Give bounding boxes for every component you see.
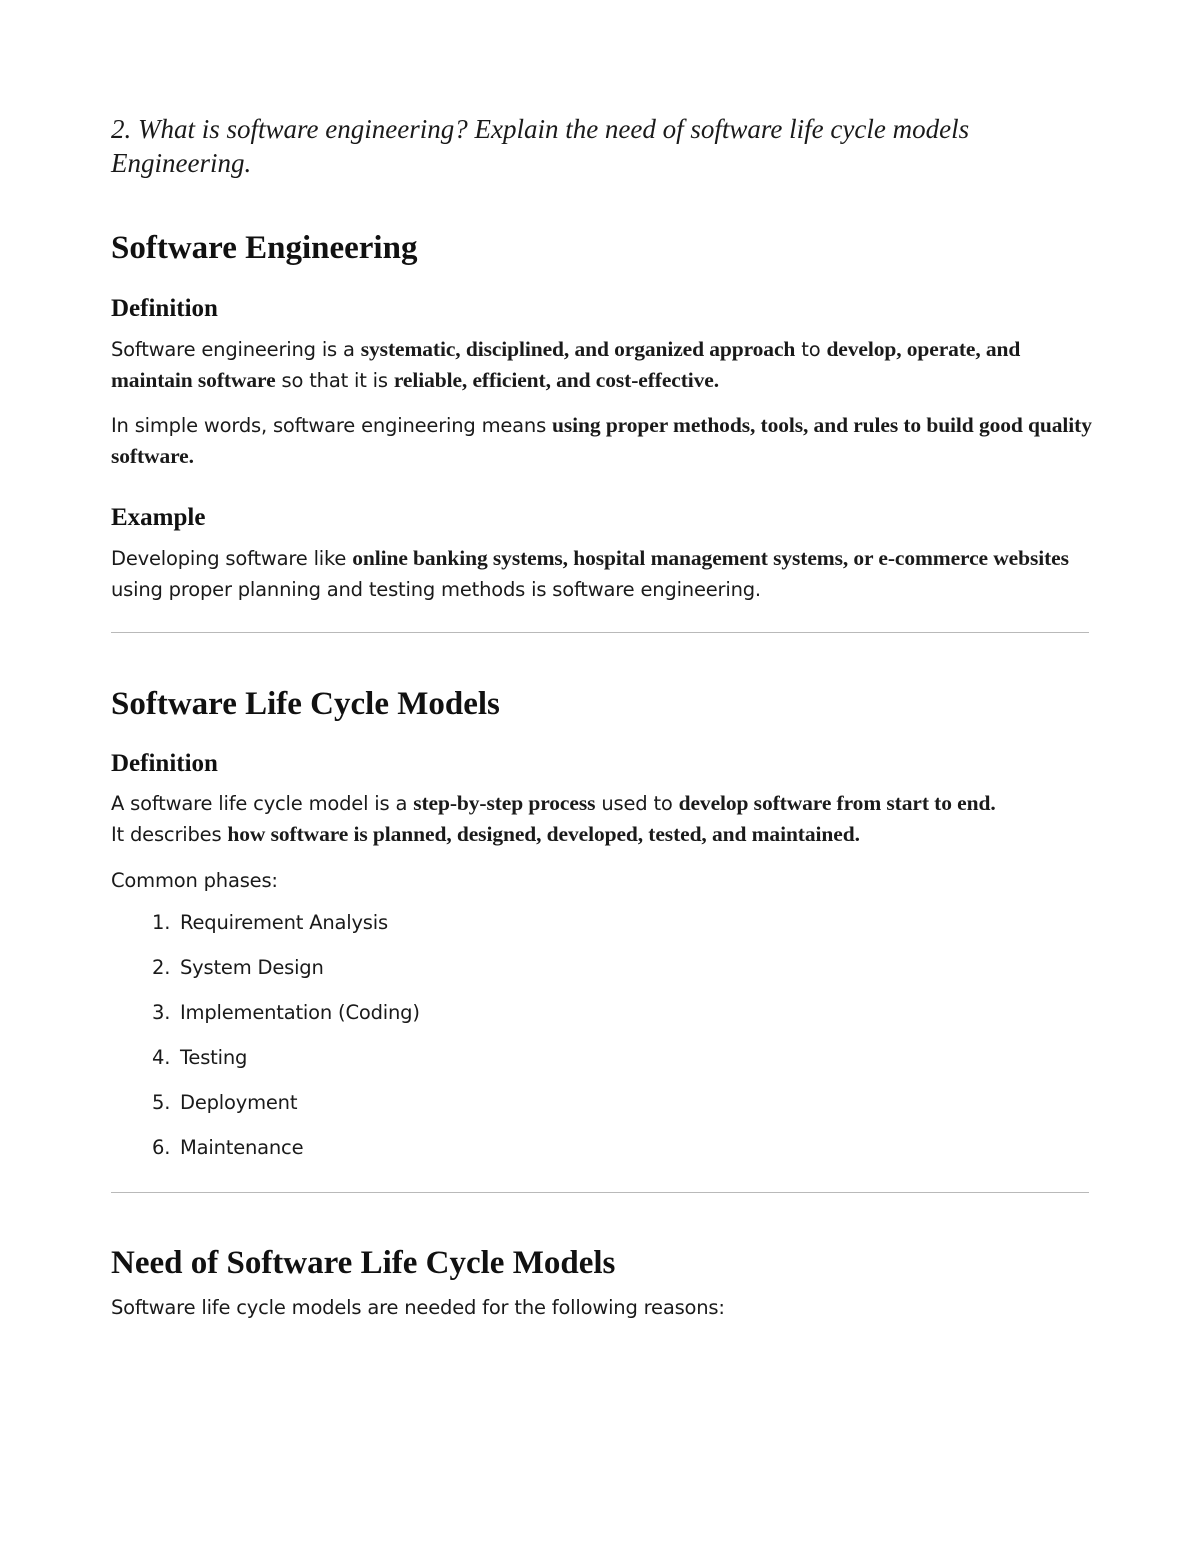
- list-item: [111, 998, 711, 1043]
- question-text: 2. What is software engineering? Explain the need of software life cycle models Engineering.: [111, 114, 970, 178]
- text-run: It describes: [111, 823, 228, 846]
- phases-intro: Common phases:: [111, 869, 278, 892]
- text-run: In simple words, software engineering means: [111, 414, 553, 437]
- bold-run: systematic, disciplined, and organized approach: [360, 337, 796, 361]
- list-item-number: 2.: [152, 956, 171, 979]
- text-run: .: [188, 444, 194, 468]
- list-item-number: 4.: [152, 1046, 171, 1069]
- text-run: .: [713, 368, 720, 392]
- subheading-example: Example: [111, 504, 206, 531]
- list-item-number: 1.: [152, 911, 171, 934]
- list-item-number: 6.: [152, 1136, 171, 1159]
- list-item-label: Implementation (Coding): [180, 1001, 420, 1024]
- horizontal-divider: [111, 1192, 1089, 1193]
- list-item-label: Maintenance: [180, 1136, 304, 1159]
- list-item-label: System Design: [180, 956, 324, 979]
- life-cycle-definition-paragraph: [111, 788, 1101, 850]
- bold-run: develop, operate, and maintain software: [111, 337, 1021, 392]
- definition-paragraph: [111, 334, 1101, 396]
- bold-run: step-by-step process: [413, 791, 596, 815]
- list-item: [111, 908, 711, 953]
- list-item: [111, 1043, 711, 1088]
- list-item-number: 5.: [152, 1091, 171, 1114]
- list-item-label: Testing: [180, 1046, 248, 1069]
- section-title-life-cycle-models: Software Life Cycle Models: [111, 686, 500, 722]
- simple-words-paragraph: [111, 410, 1101, 472]
- text-run: using proper planning and testing methods is software engineering.: [111, 578, 761, 601]
- bold-run: using proper methods, tools, and rules to build good quality software: [111, 413, 1092, 468]
- section-title-need-of-models: Need of Software Life Cycle Models: [111, 1245, 616, 1281]
- example-paragraph: [111, 543, 1101, 605]
- section-title-software-engineering: Software Engineering: [111, 230, 418, 266]
- subheading-definition: Definition: [111, 750, 218, 777]
- text-run: .: [854, 822, 860, 846]
- list-item: [111, 1088, 711, 1133]
- list-item: [111, 953, 711, 998]
- bold-run: online banking systems, hospital management systems, or e-commerce websites: [352, 546, 1069, 570]
- list-item-label: Requirement Analysis: [180, 911, 388, 934]
- bold-run: reliable, efficient, and cost-effective: [393, 368, 714, 392]
- text-run: Software engineering is a: [111, 338, 361, 361]
- list-item: [111, 1133, 711, 1178]
- text-run: Developing software like: [111, 547, 353, 570]
- text-run: A software life cycle model is a: [111, 792, 414, 815]
- need-intro-paragraph: Software life cycle models are needed for the following reasons:: [111, 1296, 725, 1319]
- subheading-definition: Definition: [111, 295, 218, 322]
- phase-list: [111, 908, 711, 1178]
- list-item-label: Deployment: [180, 1091, 298, 1114]
- list-item-number: 3.: [152, 1001, 171, 1024]
- text-run: .: [990, 791, 996, 815]
- bold-run: how software is planned, designed, developed, tested, and maintained: [227, 822, 855, 846]
- text-run: used to: [595, 792, 679, 815]
- text-run: so that it is: [275, 369, 394, 392]
- text-run: to: [795, 338, 827, 361]
- bold-run: develop software from start to end: [678, 791, 991, 815]
- horizontal-divider: [111, 632, 1089, 633]
